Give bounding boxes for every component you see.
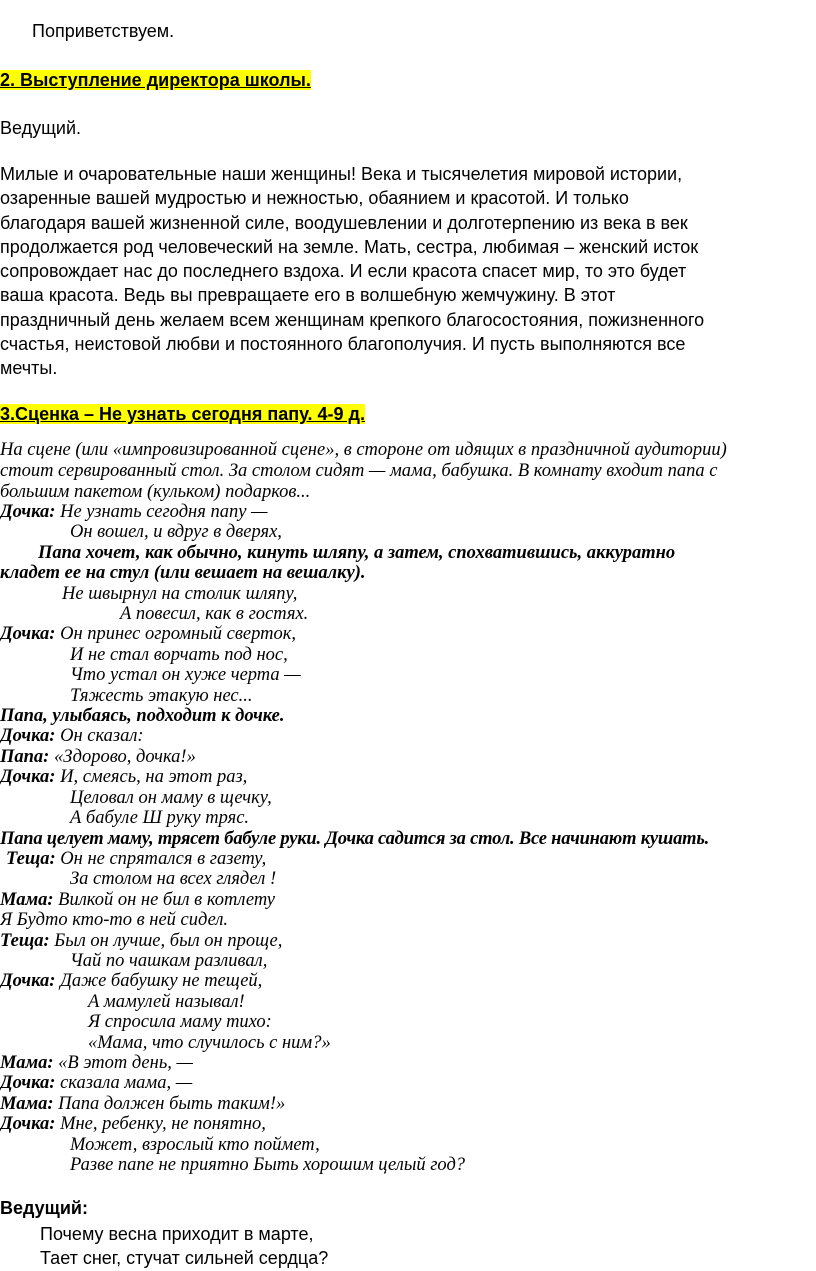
speaker-label: Мама: — [0, 1052, 54, 1073]
script-block — [0, 502, 816, 1175]
script-line — [0, 1012, 816, 1032]
speaker-label: Мама: — [0, 889, 54, 910]
section-heading-3 — [0, 404, 365, 425]
line-text: Он не спрятался в газету, — [60, 848, 267, 869]
speaker-label: Дочка: — [0, 1073, 56, 1094]
section-heading-2 — [0, 70, 311, 91]
speaker-label: Дочка: — [0, 971, 56, 992]
script-line — [0, 624, 816, 644]
speech-line: счастья, неистовой любви и постоянного благополучия. И пусть выполняются все — [0, 334, 686, 355]
script-line — [0, 808, 816, 828]
intro-text: Поприветствуем. — [32, 21, 175, 41]
line-text: Он вошел, и вдруг в дверях, — [70, 522, 282, 543]
director-speech — [0, 162, 800, 381]
speaker-label: Дочка: — [0, 767, 56, 788]
host-label: Ведущий. — [0, 118, 82, 138]
script-line — [0, 1033, 816, 1053]
line-text: Папа должен быть таким!» — [58, 1093, 286, 1114]
stage-direction: кладет ее на стул (или вешает на вешалку). — [0, 563, 366, 584]
script-line — [0, 686, 816, 706]
script-line — [0, 1135, 816, 1155]
line-text: Мне, ребенку, не понятно, — [60, 1114, 266, 1135]
line-text: «Здорово, дочка!» — [53, 746, 196, 767]
speaker-label: Папа: — [0, 746, 50, 767]
speech-line: продолжается род человеческий на земле. Мать, сестра, любимая – женский исток — [0, 236, 699, 257]
line-text: Может, взрослый кто поймет, — [70, 1134, 320, 1155]
line-text: Не узнать сегодня папу — — [60, 502, 268, 522]
line-text: И, смеясь, на этот раз, — [60, 767, 248, 788]
line-text: Тяжесть этакую нес... — [70, 685, 253, 706]
speech-line: мечты. — [0, 358, 58, 379]
line-text: А мамулей называл! — [88, 991, 245, 1012]
poem-line: Почему весна приходит в марте, — [40, 1224, 314, 1244]
line-text: Он принес огромный сверток, — [60, 624, 296, 645]
speech-line: сопровождает нас до последнего вздоха. И если красота спасет мир, то это будет — [0, 261, 687, 282]
speaker-label: Теща: — [0, 930, 50, 951]
line-text: «Мама, что случилось с ним?» — [88, 1032, 331, 1053]
line-text: А повесил, как в гостях. — [120, 604, 309, 625]
script-line — [0, 522, 816, 542]
line-text: Я Будто кто-то в ней сидел. — [0, 910, 229, 931]
script-line — [0, 1155, 816, 1175]
speaker-label: Дочка: — [0, 502, 56, 522]
script-line — [0, 747, 816, 767]
stage-direction: Папа, улыбаясь, подходит к дочке. — [0, 706, 285, 727]
scene-line: На сцене (или «импровизированной сцене», в стороне от идящих в праздничной аудитории) — [0, 440, 727, 460]
line-text: Чай по чашкам разливал, — [70, 950, 268, 971]
script-line — [0, 726, 816, 746]
speech-line: ваша красота. Ведь вы превращаете его в волшебную жемчужину. В этот — [0, 285, 616, 306]
heading-2-text: 2. Выступление директора школы. — [0, 70, 311, 90]
script-line — [0, 502, 816, 522]
line-text: Был он лучше, был он проще, — [54, 930, 283, 951]
script-line — [0, 665, 816, 685]
line-text: А бабуле Ш руку тряс. — [70, 808, 250, 829]
script-line — [0, 1114, 816, 1134]
line-text: За столом на всех глядел ! — [70, 869, 277, 890]
script-line — [0, 931, 816, 951]
script-line — [0, 869, 816, 889]
host-label-2: Ведущий: — [0, 1198, 88, 1218]
poem — [40, 1222, 328, 1270]
script-line — [0, 910, 816, 930]
script-line — [0, 584, 816, 604]
line-text: Разве папе не приятно Быть хорошим целый год? — [70, 1155, 466, 1175]
speaker-label: Дочка: — [0, 726, 56, 747]
scene-line: стоит сервированный стол. За столом сидят — мама, бабушка. В комнату входит папа с — [0, 461, 718, 481]
script-line — [0, 767, 816, 787]
script-line — [0, 890, 816, 910]
line-text: сказала мама, — — [60, 1073, 193, 1094]
scene-description — [0, 440, 800, 503]
speech-line: праздничный день желаем всем женщинам крепкого благосостояния, пожизненного — [0, 309, 705, 330]
script-line — [0, 1094, 816, 1114]
line-text: Я спросила маму тихо: — [88, 1012, 272, 1033]
script-line — [0, 971, 816, 991]
script-line — [0, 1053, 816, 1073]
script-line — [0, 1073, 816, 1093]
script-line — [0, 645, 816, 665]
heading-3-text: 3.Сценка – Не узнать сегодня папу. 4-9 д. — [0, 404, 365, 424]
line-text: «В этот день, — — [58, 1052, 193, 1073]
line-text: Что устал он хуже черта — — [70, 665, 301, 686]
scene-line: большим пакетом (кульком) подарков... — [0, 482, 311, 502]
stage-direction: Папа хочет, как обычно, кинуть шляпу, а затем, спохватившись, аккуратно — [38, 542, 676, 563]
line-text: Он сказал: — [60, 726, 144, 747]
script-line — [0, 788, 816, 808]
speech-line: озаренные вашей мудростью и нежностью, обаянием и красотой. И только — [0, 188, 629, 209]
script-line — [0, 849, 816, 869]
script-line — [0, 604, 816, 624]
poem-line: Тает снег, стучат сильней сердца? — [40, 1248, 329, 1268]
speech-line: благодаря вашей жизненной силе, воодушевлении и долготерпению из века в век — [0, 212, 688, 233]
script-line — [0, 992, 816, 1012]
line-text: Вилкой он не бил в котлету — [58, 889, 275, 910]
speaker-label: Дочка: — [0, 1114, 56, 1135]
script-line — [0, 951, 816, 971]
speaker-label: Дочка: — [0, 624, 56, 645]
line-text: Целовал он маму в щечку, — [70, 787, 272, 808]
speaker-label: Теща: — [6, 848, 56, 869]
stage-direction: Папа целует маму, трясет бабуле руки. Дочка садится за стол. Все начинают кушать. — [0, 828, 710, 849]
speech-line: Милые и очаровательные наши женщины! Века и тысячелетия мировой истории, — [0, 164, 683, 184]
line-text: И не стал ворчать под нос, — [70, 644, 288, 665]
line-text: Не швырнул на столик шляпу, — [62, 583, 298, 604]
speaker-label: Мама: — [0, 1093, 54, 1114]
line-text: Даже бабушку не тещей, — [60, 971, 263, 992]
